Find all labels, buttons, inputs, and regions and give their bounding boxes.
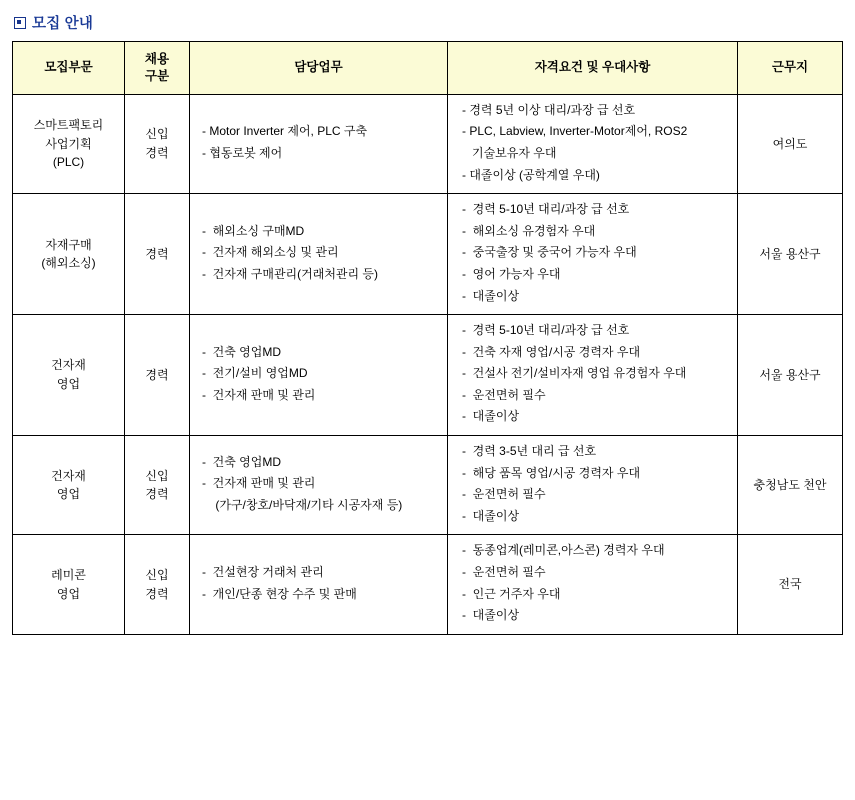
cell-location: 충청남도 천안 (738, 436, 843, 535)
cell-department: 건자재 영업 (13, 315, 125, 436)
table-header-row (13, 42, 843, 95)
table-row (13, 194, 843, 315)
cell-employment-type: 경력 (125, 194, 190, 315)
column-header-duties: 담당업무 (190, 42, 448, 95)
column-header-requirements: 자격요건 및 우대사항 (448, 42, 738, 95)
column-header-department: 모집부문 (13, 42, 125, 95)
page-title-text: 모집 안내 (32, 16, 94, 32)
cell-requirements: - 경력 5-10년 대리/과장 급 선호 - 해외소싱 유경험자 우대 - 중국출장 및 중국어 가능자 우대 - 영어 가능자 우대 - 대졸이상 (448, 194, 738, 315)
cell-department: 레미콘 영업 (13, 535, 125, 634)
cell-location: 전국 (738, 535, 843, 634)
filled-square-icon (14, 17, 26, 29)
cell-location: 서울 용산구 (738, 315, 843, 436)
table-row (13, 436, 843, 535)
cell-duties: - 건설현장 거래처 관리 - 개인/단종 현장 수주 및 판매 (190, 535, 448, 634)
cell-employment-type: 경력 (125, 315, 190, 436)
cell-duties: - Motor Inverter 제어, PLC 구축 - 협동로봇 제어 (190, 94, 448, 193)
table-row (13, 535, 843, 634)
cell-requirements: - 경력 3-5년 대리 급 선호 - 해당 품목 영업/시공 경력자 우대 - 운전면허 필수 - 대졸이상 (448, 436, 738, 535)
cell-department: 스마트팩토리 사업기획 (PLC) (13, 94, 125, 193)
cell-location: 서울 용산구 (738, 194, 843, 315)
cell-employment-type: 신입 경력 (125, 94, 190, 193)
column-header-location: 근무지 (738, 42, 843, 95)
cell-duties: - 건축 영업MD - 건자재 판매 및 관리 (가구/창호/바닥재/기타 시공자재 등) (190, 436, 448, 535)
cell-duties: - 건축 영업MD - 전기/설비 영업MD - 건자재 판매 및 관리 (190, 315, 448, 436)
cell-requirements: - 경력 5년 이상 대리/과장 급 선호 - PLC, Labview, Inverter-Motor제어, ROS2 기술보유자 우대 - 대졸이상 (공학계열 우대) (448, 94, 738, 193)
cell-employment-type: 신입 경력 (125, 436, 190, 535)
recruitment-table (12, 41, 843, 635)
cell-location: 여의도 (738, 94, 843, 193)
page-title (14, 12, 843, 33)
cell-duties: - 해외소싱 구매MD - 건자재 해외소싱 및 관리 - 건자재 구매관리(거래처관리 등) (190, 194, 448, 315)
column-header-employment-type: 채용 구분 (125, 42, 190, 95)
table-row (13, 94, 843, 193)
cell-requirements: - 경력 5-10년 대리/과장 급 선호 - 건축 자재 영업/시공 경력자 우대 - 건설사 전기/설비자재 영업 유경험자 우대 - 운전면허 필수 - 대졸이상 (448, 315, 738, 436)
cell-department: 자재구매 (해외소싱) (13, 194, 125, 315)
table-row (13, 315, 843, 436)
cell-requirements: - 동종업계(레미콘,아스콘) 경력자 우대 - 운전면허 필수 - 인근 거주자 우대 - 대졸이상 (448, 535, 738, 634)
cell-department: 건자재 영업 (13, 436, 125, 535)
cell-employment-type: 신입 경력 (125, 535, 190, 634)
